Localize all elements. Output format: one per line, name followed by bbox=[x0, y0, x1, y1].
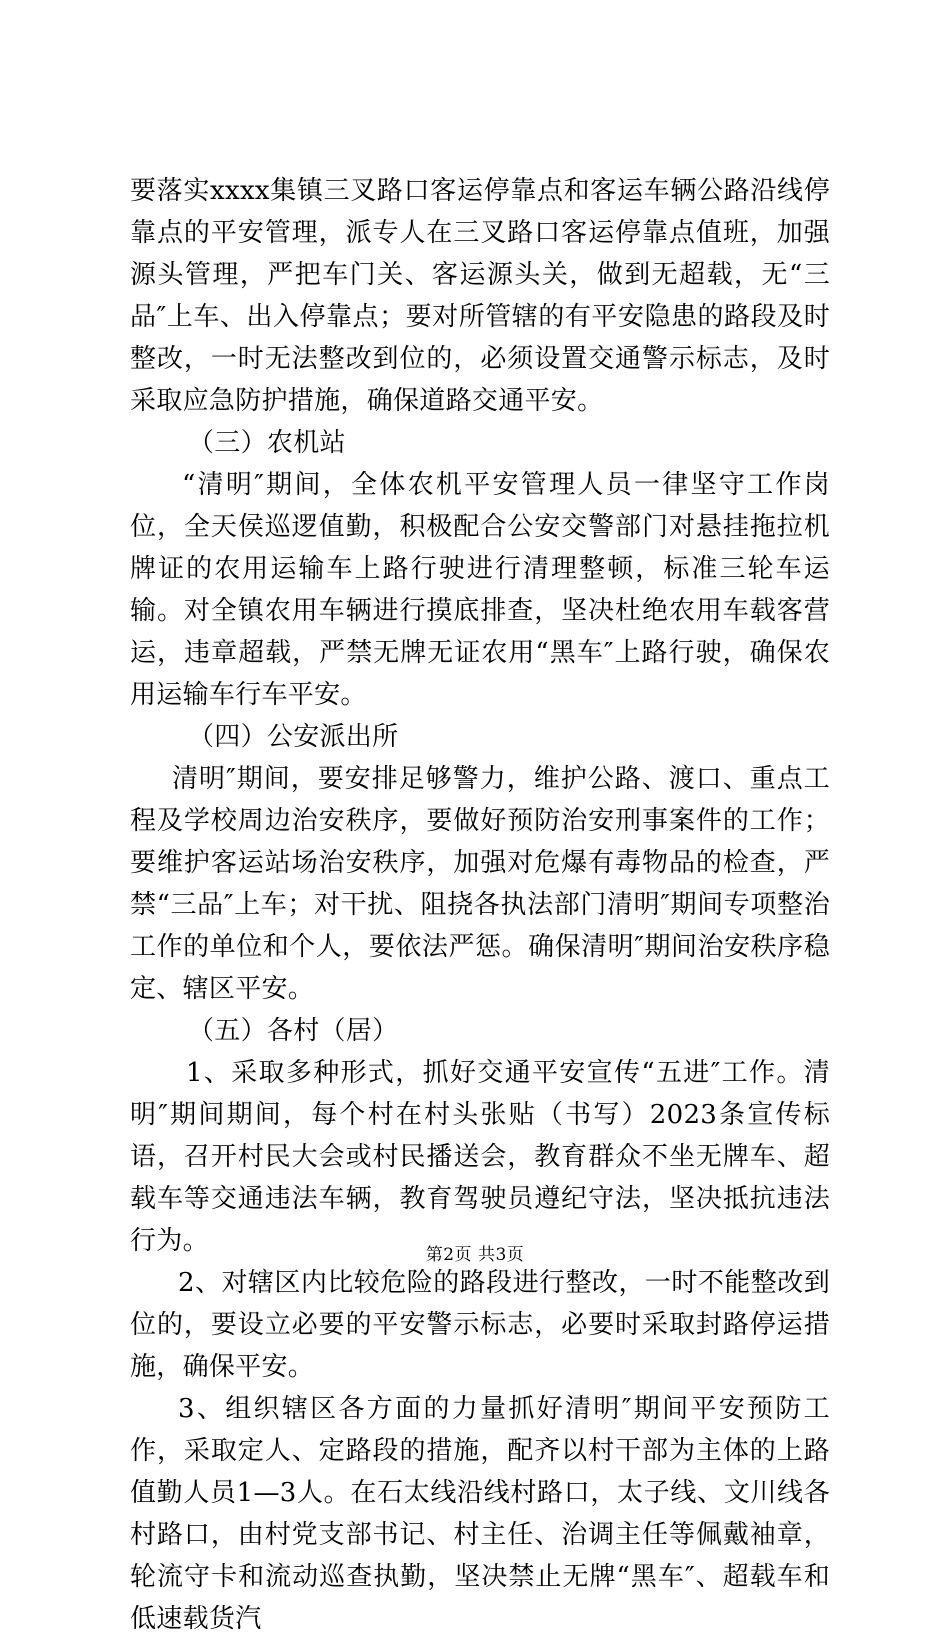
paragraph-village-item-3: 3、组织辖区各方面的力量抓好清明″期间平安预防工作，采取定人、定路段的措施，配齐以村干部为主体的上路值勤人员1—3人。在石太线沿线村路口，太子线、文川线各村路口，由村党支部书记、村主任、治调主任等佩戴袖章，轮流守卡和流动巡查执勤，坚决禁止无牌“黑车″、超载车和低速载货汽 bbox=[130, 1394, 830, 1634]
paragraph-village-item-2: 2、对辖区内比较危险的路段进行整改，一时不能整改到位的，要设立必要的平安警示标志，必要时采取封路停运措施，确保平安。 bbox=[130, 1268, 830, 1382]
paragraph-village-item-1: 1、采取多种形式，抓好交通平安宣传“五进″工作。清明″期间期间，每个村在村头张贴（书写）2023条宣传标语，召开村民大会或村民播送会，教育群众不坐无牌车、超载车等交通违法车辆，教育驾驶员遵纪守法，坚决抵抗违法行为。 bbox=[130, 1058, 830, 1256]
paragraph-agricultural-machinery: “清明″期间，全体农机平安管理人员一律坚守工作岗位，全天侯巡逻值勤，积极配合公安交警部门对悬挂拖拉机牌证的农用运输车上路行驶进行清理整顿，标准三轮车运输。对全镇农用车辆进行摸底排查，坚决杜绝农用车载客营运，违章超载，严禁无牌无证农用“黑车″上路行驶，确保农用运输车行车平安。 bbox=[130, 470, 830, 710]
paragraph-police-station: 清明″期间，要安排足够警力，维护公路、渡口、重点工程及学校周边治安秩序，要做好预防治安刑事案件的工作；要维护客运站场治安秩序，加强对危爆有毒物品的检查，严禁“三品″上车；对干扰、阻挠各执法部门清明″期间专项整治工作的单位和个人，要依法严惩。确保清明″期间治安秩序稳定、辖区平安。 bbox=[130, 764, 830, 1004]
page-number-footer: 第2页 共3页 bbox=[425, 1245, 525, 1265]
heading-police-station: （四）公安派出所 bbox=[188, 722, 399, 752]
heading-agricultural-machinery-station: （三）农机站 bbox=[188, 428, 346, 458]
paragraph-passenger-stops: 要落实xxxx集镇三叉路口客运停靠点和客运车辆公路沿线停靠点的平安管理，派专人在三叉路口客运停靠点值班，加强源头管理，严把车门关、客运源头关，做到无超载，无“三品″上车、出入停靠点；要对所管辖的有平安隐患的路段及时整改，一时无法整改到位的，必须设置交通警示标志，及时采取应急防护措施，确保道路交通平安。 bbox=[130, 176, 830, 416]
document-body bbox=[130, 170, 830, 1640]
heading-villages: （五）各村（居） bbox=[188, 1016, 399, 1046]
